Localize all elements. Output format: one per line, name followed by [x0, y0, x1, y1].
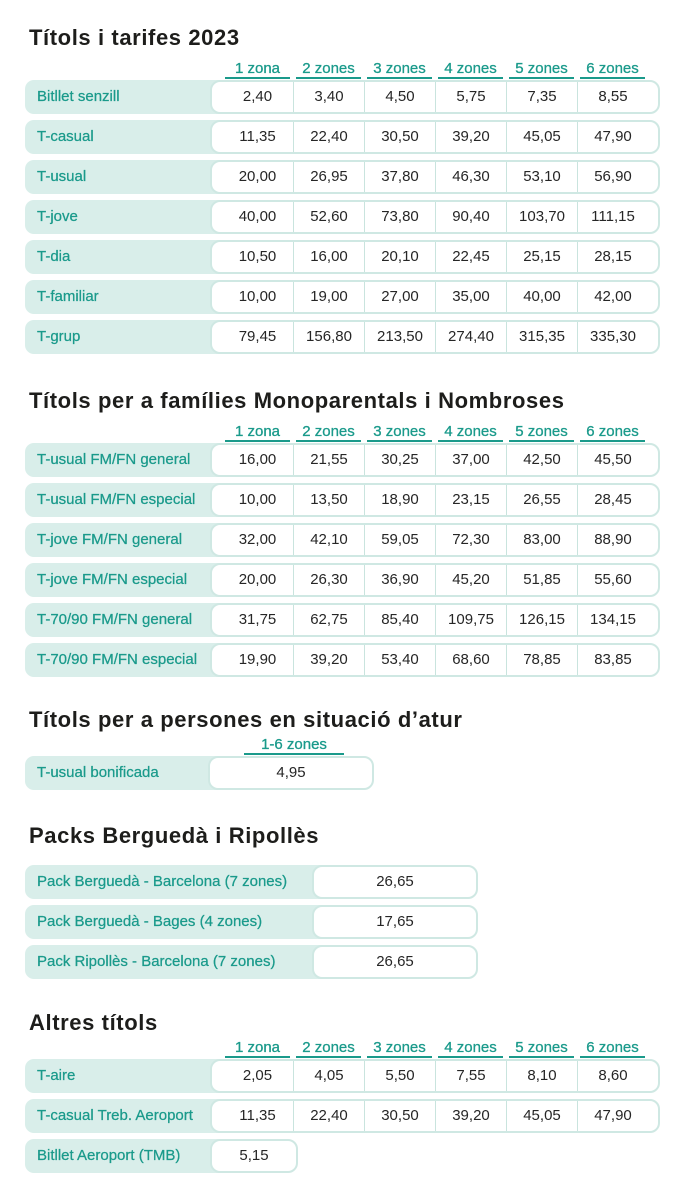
fare-value: 335,30 [577, 322, 648, 352]
fare-value: 4,95 [276, 764, 306, 781]
fare-label: T-aire [37, 1067, 76, 1084]
fare-value: 85,40 [364, 605, 435, 635]
fare-label: T-jove [37, 208, 78, 225]
fare-value: 55,60 [577, 565, 648, 595]
column-header-1-zona: 1 zona [222, 1040, 293, 1058]
fare-value: 23,15 [435, 485, 506, 515]
column-header-2-zones: 2 zones [293, 61, 364, 79]
fare-value: 45,05 [506, 122, 577, 152]
zone-header-row [222, 61, 648, 79]
fare-row-pack-bergueda-barcelona-7-zones [0, 865, 684, 899]
fare-value: 111,15 [577, 202, 648, 232]
fare-value: 36,90 [364, 565, 435, 595]
zone-header-row [222, 424, 648, 442]
other-tickets-section [0, 1009, 684, 1173]
fare-value: 109,75 [435, 605, 506, 635]
fare-value: 10,50 [238, 248, 277, 265]
fare-value: 103,70 [506, 202, 577, 232]
fare-row-t-familiar [0, 280, 684, 314]
fare-label: T-usual FM/FN especial [37, 491, 196, 508]
fare-label: T-usual [37, 168, 87, 185]
fare-value: 5,50 [364, 1061, 435, 1091]
fare-row-t-usual [0, 160, 684, 194]
fare-row-t-casual-treb-aeroport [0, 1099, 684, 1133]
fare-value: 39,20 [293, 645, 364, 675]
fare-value: 30,50 [364, 1101, 435, 1131]
fare-value: 20,00 [238, 571, 277, 588]
fare-value: 52,60 [293, 202, 364, 232]
fare-value: 68,60 [435, 645, 506, 675]
fare-values-box [210, 120, 660, 154]
fare-value: 47,90 [577, 122, 648, 152]
fare-rows [0, 865, 684, 979]
fare-values-box [210, 603, 660, 637]
section-title: Títols i tarifes 2023 [29, 25, 240, 50]
fare-value: 19,00 [293, 282, 364, 312]
fare-label: T-grup [37, 328, 81, 345]
fare-value: 39,20 [435, 1101, 506, 1131]
fare-values-box [210, 240, 660, 274]
fare-value: 213,50 [364, 322, 435, 352]
section-title: Títols per a famílies Monoparentals i Nombroses [29, 388, 565, 413]
zone-column-headers [0, 61, 684, 79]
column-header-5-zones: 5 zones [506, 424, 577, 442]
fare-value: 19,90 [238, 651, 277, 668]
fare-values-box [210, 200, 660, 234]
fare-row-t-aire [0, 1059, 684, 1093]
column-header-4-zones: 4 zones [435, 424, 506, 442]
fare-label: T-familiar [37, 288, 99, 305]
fare-row-t-usual-bonificada [0, 756, 684, 790]
fare-value: 45,50 [577, 445, 648, 475]
fare-value: 45,05 [506, 1101, 577, 1131]
fare-values-box [210, 160, 660, 194]
fare-value: 20,00 [238, 168, 277, 185]
fare-value: 37,00 [435, 445, 506, 475]
column-header-3-zones: 3 zones [364, 1040, 435, 1058]
fare-value: 32,00 [238, 531, 277, 548]
fare-value: 134,15 [577, 605, 648, 635]
fare-value: 83,85 [577, 645, 648, 675]
fare-value: 274,40 [435, 322, 506, 352]
column-header-3-zones: 3 zones [364, 61, 435, 79]
fare-value: 90,40 [435, 202, 506, 232]
fare-label: T-jove FM/FN general [37, 531, 183, 548]
fare-label: Bitllet senzill [37, 88, 120, 105]
fare-values-box [210, 563, 660, 597]
fare-value: 30,50 [364, 122, 435, 152]
fare-label: Pack Ripollès - Barcelona (7 zones) [37, 953, 276, 970]
fare-value: 8,10 [506, 1061, 577, 1091]
fare-value: 56,90 [577, 162, 648, 192]
fare-row-bitllet-senzill [0, 80, 684, 114]
fare-label: Pack Berguedà - Barcelona (7 zones) [37, 873, 288, 890]
fare-row-pack-ripolles-barcelona-7-zones [0, 945, 684, 979]
zone-column-headers [0, 737, 684, 755]
fare-row-t-70-90-fm-fn-general [0, 603, 684, 637]
fare-row-t-usual-fm-fn-general [0, 443, 684, 477]
packs-section [0, 822, 684, 979]
fare-label: T-70/90 FM/FN general [37, 611, 193, 628]
fare-value: 315,35 [506, 322, 577, 352]
zone-header-row [222, 1040, 648, 1058]
column-header-6-zones: 6 zones [577, 424, 648, 442]
column-header-6-zones: 6 zones [577, 61, 648, 79]
section-title: Títols per a persones en situació d’atur [29, 707, 463, 732]
column-header-1-6-zones: 1-6 zones [241, 737, 347, 755]
fare-value: 2,40 [242, 88, 273, 105]
fare-value: 5,15 [239, 1147, 269, 1164]
zone-column-headers [0, 424, 684, 442]
fare-value: 13,50 [293, 485, 364, 515]
fare-value: 88,90 [577, 525, 648, 555]
fare-rows [0, 80, 684, 354]
fare-value: 28,45 [577, 485, 648, 515]
fare-value: 17,65 [376, 913, 414, 930]
fare-value: 7,35 [506, 82, 577, 112]
fare-value: 16,00 [238, 451, 277, 468]
fare-values-box [210, 1139, 298, 1173]
column-header-4-zones: 4 zones [435, 1040, 506, 1058]
fare-value: 5,75 [435, 82, 506, 112]
fare-label: T-jove FM/FN especial [37, 571, 188, 588]
fare-value: 28,15 [577, 242, 648, 272]
fare-value: 4,50 [364, 82, 435, 112]
zone-header-row [241, 737, 347, 755]
fare-values-box [312, 905, 478, 939]
fare-value: 8,55 [577, 82, 648, 112]
fare-value: 42,00 [577, 282, 648, 312]
fare-row-t-casual [0, 120, 684, 154]
fare-value: 3,40 [293, 82, 364, 112]
fare-label: T-usual bonificada [37, 764, 159, 781]
column-header-6-zones: 6 zones [577, 1040, 648, 1058]
section-title: Altres títols [29, 1010, 158, 1035]
fare-value: 7,55 [435, 1061, 506, 1091]
fare-value: 22,45 [435, 242, 506, 272]
fare-value: 59,05 [364, 525, 435, 555]
fare-row-t-70-90-fm-fn-especial [0, 643, 684, 677]
fare-value: 79,45 [238, 328, 277, 345]
fare-value: 30,25 [364, 445, 435, 475]
fare-values-box [210, 280, 660, 314]
column-header-3-zones: 3 zones [364, 424, 435, 442]
fare-values-box [210, 320, 660, 354]
fare-row-t-grup [0, 320, 684, 354]
column-header-2-zones: 2 zones [293, 424, 364, 442]
fare-value: 156,80 [293, 322, 364, 352]
fare-value: 26,65 [376, 953, 414, 970]
fare-values-box [210, 1059, 660, 1093]
fare-value: 26,30 [293, 565, 364, 595]
column-header-1-zona: 1 zona [222, 61, 293, 79]
fare-value: 83,00 [506, 525, 577, 555]
fare-value: 22,40 [293, 1101, 364, 1131]
fare-value: 11,35 [239, 128, 276, 145]
fare-row-bitllet-aeroport-tmb [0, 1139, 684, 1173]
fare-values-box [210, 1099, 660, 1133]
fare-value: 35,00 [435, 282, 506, 312]
fare-label: T-70/90 FM/FN especial [37, 651, 198, 668]
fare-value: 21,55 [293, 445, 364, 475]
fare-label: T-usual FM/FN general [37, 451, 191, 468]
fare-value: 42,50 [506, 445, 577, 475]
fare-value: 40,00 [506, 282, 577, 312]
fare-values-box [210, 483, 660, 517]
fare-value: 20,10 [364, 242, 435, 272]
column-header-4-zones: 4 zones [435, 61, 506, 79]
fare-values-box [312, 945, 478, 979]
fare-value: 11,35 [239, 1107, 276, 1124]
fare-value: 39,20 [435, 122, 506, 152]
fare-value: 26,55 [506, 485, 577, 515]
fare-value: 51,85 [506, 565, 577, 595]
column-header-5-zones: 5 zones [506, 61, 577, 79]
fare-row-t-usual-fm-fn-especial [0, 483, 684, 517]
fare-value: 37,80 [364, 162, 435, 192]
fare-row-pack-bergueda-bages-4-zones [0, 905, 684, 939]
fare-value: 31,75 [238, 611, 277, 628]
fare-value: 47,90 [577, 1101, 648, 1131]
fare-value: 53,10 [506, 162, 577, 192]
fare-value: 22,40 [293, 122, 364, 152]
fare-label: T-dia [37, 248, 71, 265]
fare-values-box [210, 523, 660, 557]
fare-value: 62,75 [293, 605, 364, 635]
fare-value: 10,00 [238, 288, 277, 305]
column-header-5-zones: 5 zones [506, 1040, 577, 1058]
fare-label: Bitllet Aeroport (TMB) [37, 1147, 181, 1164]
fare-value: 25,15 [506, 242, 577, 272]
fare-value: 4,05 [293, 1061, 364, 1091]
fare-value: 26,95 [293, 162, 364, 192]
fare-value: 27,00 [364, 282, 435, 312]
fare-value: 8,60 [577, 1061, 648, 1091]
fare-values-box [208, 756, 374, 790]
section-title: Packs Berguedà i Ripollès [29, 823, 320, 848]
fare-value: 42,10 [293, 525, 364, 555]
fare-row-t-jove-fm-fn-general [0, 523, 684, 557]
column-header-1-zona: 1 zona [222, 424, 293, 442]
fare-row-t-jove [0, 200, 684, 234]
fare-label: T-casual Treb. Aeroport [37, 1107, 193, 1124]
fare-value: 53,40 [364, 645, 435, 675]
fare-value: 73,80 [364, 202, 435, 232]
fare-value: 16,00 [293, 242, 364, 272]
fare-value: 72,30 [435, 525, 506, 555]
fare-value: 18,90 [364, 485, 435, 515]
fare-values-box [210, 643, 660, 677]
fare-value: 26,65 [376, 873, 414, 890]
fare-row-t-jove-fm-fn-especial [0, 563, 684, 597]
fare-rows [0, 756, 684, 790]
fare-value: 46,30 [435, 162, 506, 192]
fare-label: T-casual [37, 128, 94, 145]
fare-row-t-dia [0, 240, 684, 274]
column-header-2-zones: 2 zones [293, 1040, 364, 1058]
fare-value: 40,00 [238, 208, 277, 225]
fare-label: Pack Berguedà - Bages (4 zones) [37, 913, 263, 930]
fare-value: 2,05 [242, 1067, 273, 1084]
fare-value: 10,00 [238, 491, 277, 508]
fare-rows [0, 1059, 684, 1173]
fare-values-box [210, 80, 660, 114]
fare-rows [0, 443, 684, 677]
fare-values-box [312, 865, 478, 899]
family-fares-section [0, 387, 684, 677]
fare-value: 78,85 [506, 645, 577, 675]
fare-value: 45,20 [435, 565, 506, 595]
zone-column-headers [0, 1040, 684, 1058]
unemployed-fares-section [0, 706, 684, 790]
fares-2023-section [0, 24, 684, 354]
fare-value: 126,15 [506, 605, 577, 635]
fare-values-box [210, 443, 660, 477]
